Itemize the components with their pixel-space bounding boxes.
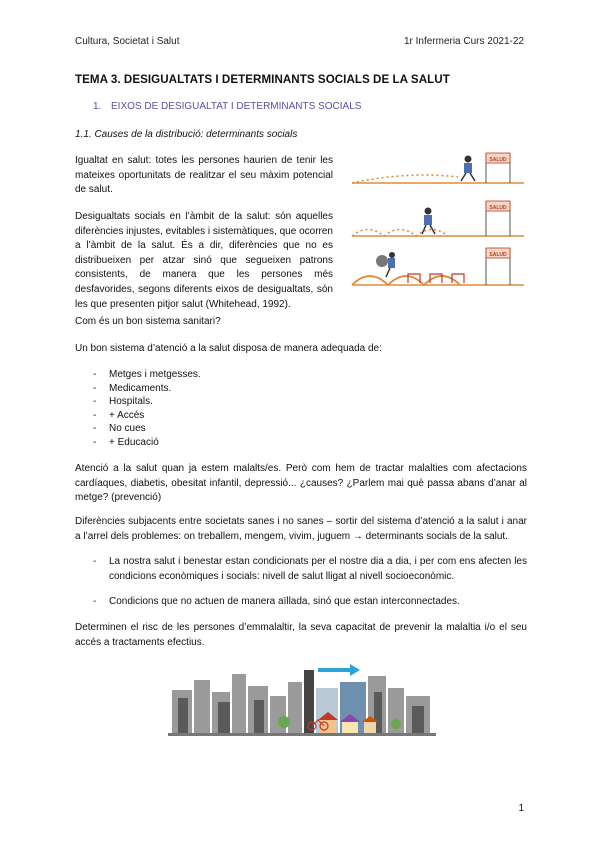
list-intro: Un bon sistema d’atenció a la salut disposa de manera adequada de:: [75, 343, 382, 354]
flag-label: SALUD: [489, 252, 507, 258]
header-right: 1r Infermeria Curs 2021-22: [403, 36, 524, 47]
list-item: - Metges i metgesses.: [93, 368, 201, 382]
paragraph-equality: Igualtat en salut: totes les persones haurien de tenir les mateixes oportunitats de realitzar el seu màxim potencial de salut.: [75, 155, 333, 196]
bullet-item: Condicions que no actuen de manera aïllada, sinó que estan interconnectades.: [109, 596, 460, 607]
question-line: Com és un bon sistema sanitari?: [75, 316, 221, 327]
paragraph-attention: Atenció a la salut quan ja estem malalts/es. Però com hem de tractar malalties com afectacions cardíaques, diabetis, obesitat infantil, depressió... ¿causes? ¿Parlem mai què passa abans d’anar al metge? (prevenció): [75, 463, 527, 504]
list-item: - No cues: [93, 422, 201, 436]
page-number: 1: [518, 803, 524, 814]
section-number: 1.: [93, 101, 102, 112]
paragraph-risk: Determinen el risc de les persones d’emmalaltir, la seva capacitat de prevenir la malaltia i/o el seu accés a tractaments efectius.: [75, 622, 527, 648]
header-left: Cultura, Societat i Salut: [75, 36, 180, 47]
list-item: - Hospitals.: [93, 395, 201, 409]
bullet-dash: -: [93, 556, 97, 567]
flag-label: SALUD: [489, 205, 507, 211]
section-label: EIXOS DE DESIGUALTAT I DETERMINANTS SOCIALS: [111, 101, 362, 112]
section-heading: [93, 101, 361, 112]
bullet-item: La nostra salut i benestar estan condicionats per el nostre dia a dia, i per com ens afecten les condicions econòmiques i socials: nivell de salut lligat al nivell socioeconòmic.: [109, 556, 527, 582]
paragraph-inequality: Desigualtats socials en l’àmbit de la salut: són aquelles diferències injustes, evitables i sistemàtiques, que ocorren a l’àmbit de la salut. És a dir, diferències que no es distribueixen per atzar sinó que segueixen patrons consistents, de manera que les persones més desfavorides, segons diferents eixos de desigualtats, són les que presenten pitjor salut (Whitehead, 1992).: [75, 211, 333, 310]
page-title: TEMA 3. DESIGUALTATS I DETERMINANTS SOCIALS DE LA SALUT: [75, 73, 450, 86]
good-system-list: [93, 368, 201, 450]
list-item: - + Accés: [93, 409, 201, 423]
list-item: - + Educació: [93, 436, 201, 450]
bullet-dash: -: [93, 596, 97, 607]
subsection-heading: 1.1. Causes de la distribució: determinants socials: [75, 129, 298, 140]
paragraph-differences: Diferències subjacents entre societats sanes i no sanes – sortir del sistema d’atenció a la salut i anar a l’arrel dels problemes: on treballem, mengem, vivim, juguem → determinants socials de la salut.: [75, 516, 527, 542]
flag-label: SALUD: [489, 157, 507, 163]
list-item: - Medicaments.: [93, 382, 201, 396]
inequality-race-illustration: [348, 143, 528, 291]
city-skyline-illustration: [168, 662, 436, 736]
